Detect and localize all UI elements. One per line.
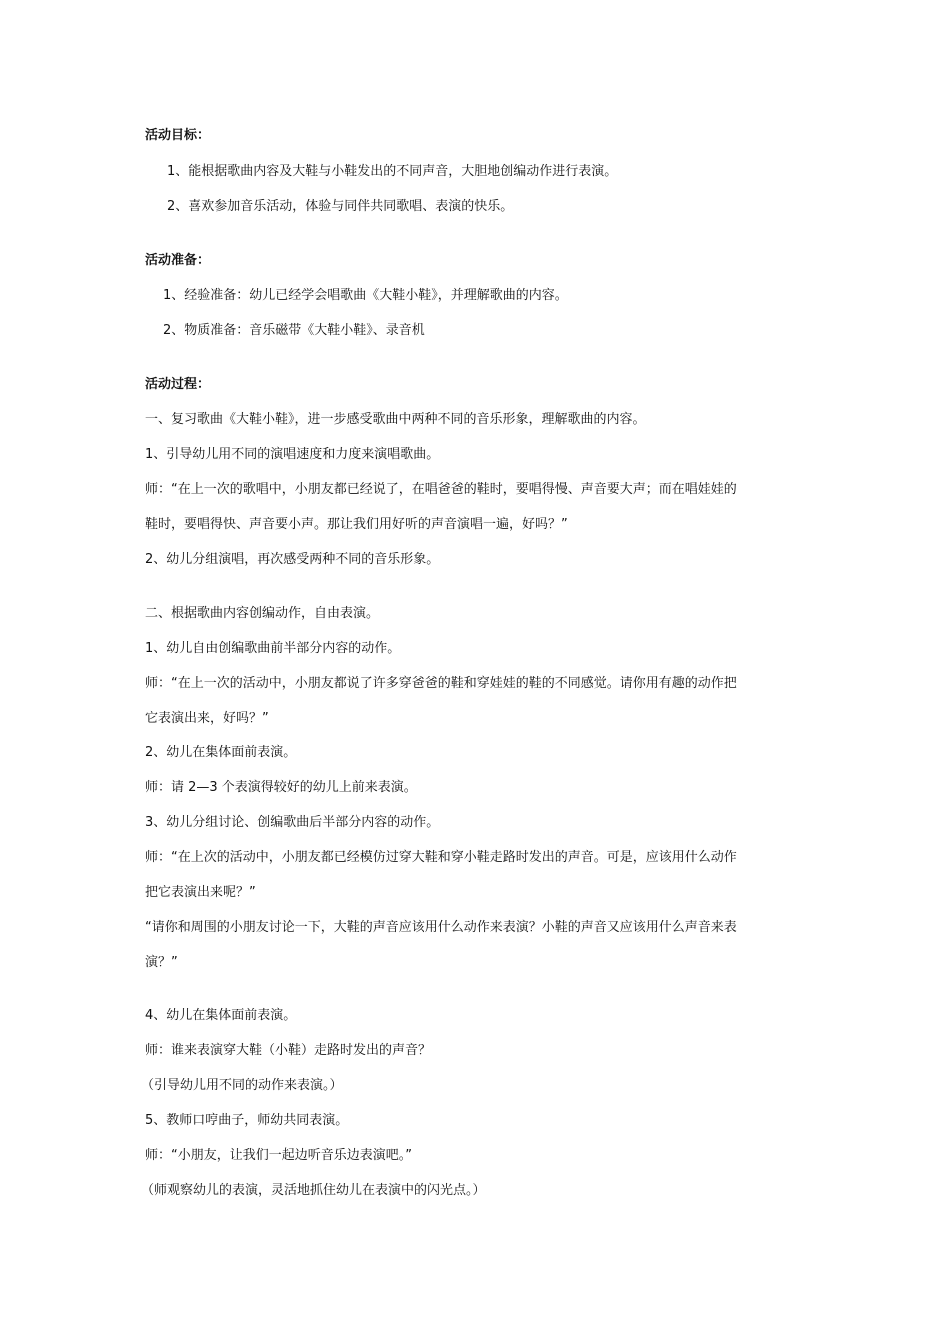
- part2-step2: 2、幼儿在集体面前表演。: [145, 745, 297, 760]
- part2-teacher3-line2: 把它表演出来呢？”: [145, 885, 256, 900]
- part2-teacher3-line1: 师：“在上次的活动中，小朋友都已经模仿过穿大鞋和穿小鞋走路时发出的声音。可是，应该用什么动作: [145, 850, 737, 865]
- preparation-heading: 活动准备：: [145, 253, 211, 268]
- part2-heading: 二、根据歌曲内容创编动作，自由表演。: [145, 606, 380, 621]
- goal-item-2: 2、喜欢参加音乐活动，体验与同伴共同歌唱、表演的快乐。: [167, 199, 514, 214]
- process-heading: 活动过程：: [145, 377, 211, 392]
- part2-note5: （师观察幼儿的表演，灵活地抓住幼儿在表演中的闪光点。）: [141, 1183, 486, 1198]
- part1-heading: 一、复习歌曲《大鞋小鞋》，进一步感受歌曲中两种不同的音乐形象，理解歌曲的内容。: [145, 412, 646, 427]
- part2-teacher4: 师：谁来表演穿大鞋（小鞋）走路时发出的声音？: [145, 1043, 432, 1058]
- goal-item-1: 1、能根据歌曲内容及大鞋与小鞋发出的不同声音，大胆地创编动作进行表演。: [167, 164, 618, 179]
- part2-teacher1-line1: 师：“在上一次的活动中，小朋友都说了许多穿爸爸的鞋和穿娃娃的鞋的不同感觉。请你用有趣的动作把: [145, 676, 737, 691]
- part1-teacher1-line1: 师：“在上一次的歌唱中，小朋友都已经说了，在唱爸爸的鞋时，要唱得慢、声音要大声；而在唱娃娃的: [145, 482, 737, 497]
- part2-quote-line2: 演？”: [145, 955, 178, 970]
- part2-teacher2: 师：请 2—3 个表演得较好的幼儿上前来表演。: [145, 780, 417, 795]
- part2-step4: 4、幼儿在集体面前表演。: [145, 1008, 297, 1023]
- part1-step1: 1、引导幼儿用不同的演唱速度和力度来演唱歌曲。: [145, 447, 440, 462]
- part1-step2: 2、幼儿分组演唱，再次感受两种不同的音乐形象。: [145, 552, 440, 567]
- preparation-item-1: 1、经验准备：幼儿已经学会唱歌曲《大鞋小鞋》，并理解歌曲的内容。: [163, 288, 568, 303]
- part2-step1: 1、幼儿自由创编歌曲前半部分内容的动作。: [145, 641, 401, 656]
- part2-teacher5: 师：“小朋友，让我们一起边听音乐边表演吧。”: [145, 1148, 412, 1163]
- part2-step5: 5、教师口哼曲子，师幼共同表演。: [145, 1113, 349, 1128]
- goals-heading: 活动目标：: [145, 128, 211, 143]
- part2-quote-line1: “请你和周围的小朋友讨论一下，大鞋的声音应该用什么动作来表演？小鞋的声音又应该用什么声音来表: [145, 920, 737, 935]
- preparation-item-2: 2、物质准备：音乐磁带《大鞋小鞋》、录音机: [163, 323, 425, 338]
- part2-step3: 3、幼儿分组讨论、创编歌曲后半部分内容的动作。: [145, 815, 440, 830]
- part2-teacher1-line2: 它表演出来，好吗？”: [145, 711, 269, 726]
- part2-note4: （引导幼儿用不同的动作来表演。）: [141, 1078, 343, 1093]
- part1-teacher1-line2: 鞋时，要唱得快、声音要小声。那让我们用好听的声音演唱一遍，好吗？”: [145, 517, 568, 532]
